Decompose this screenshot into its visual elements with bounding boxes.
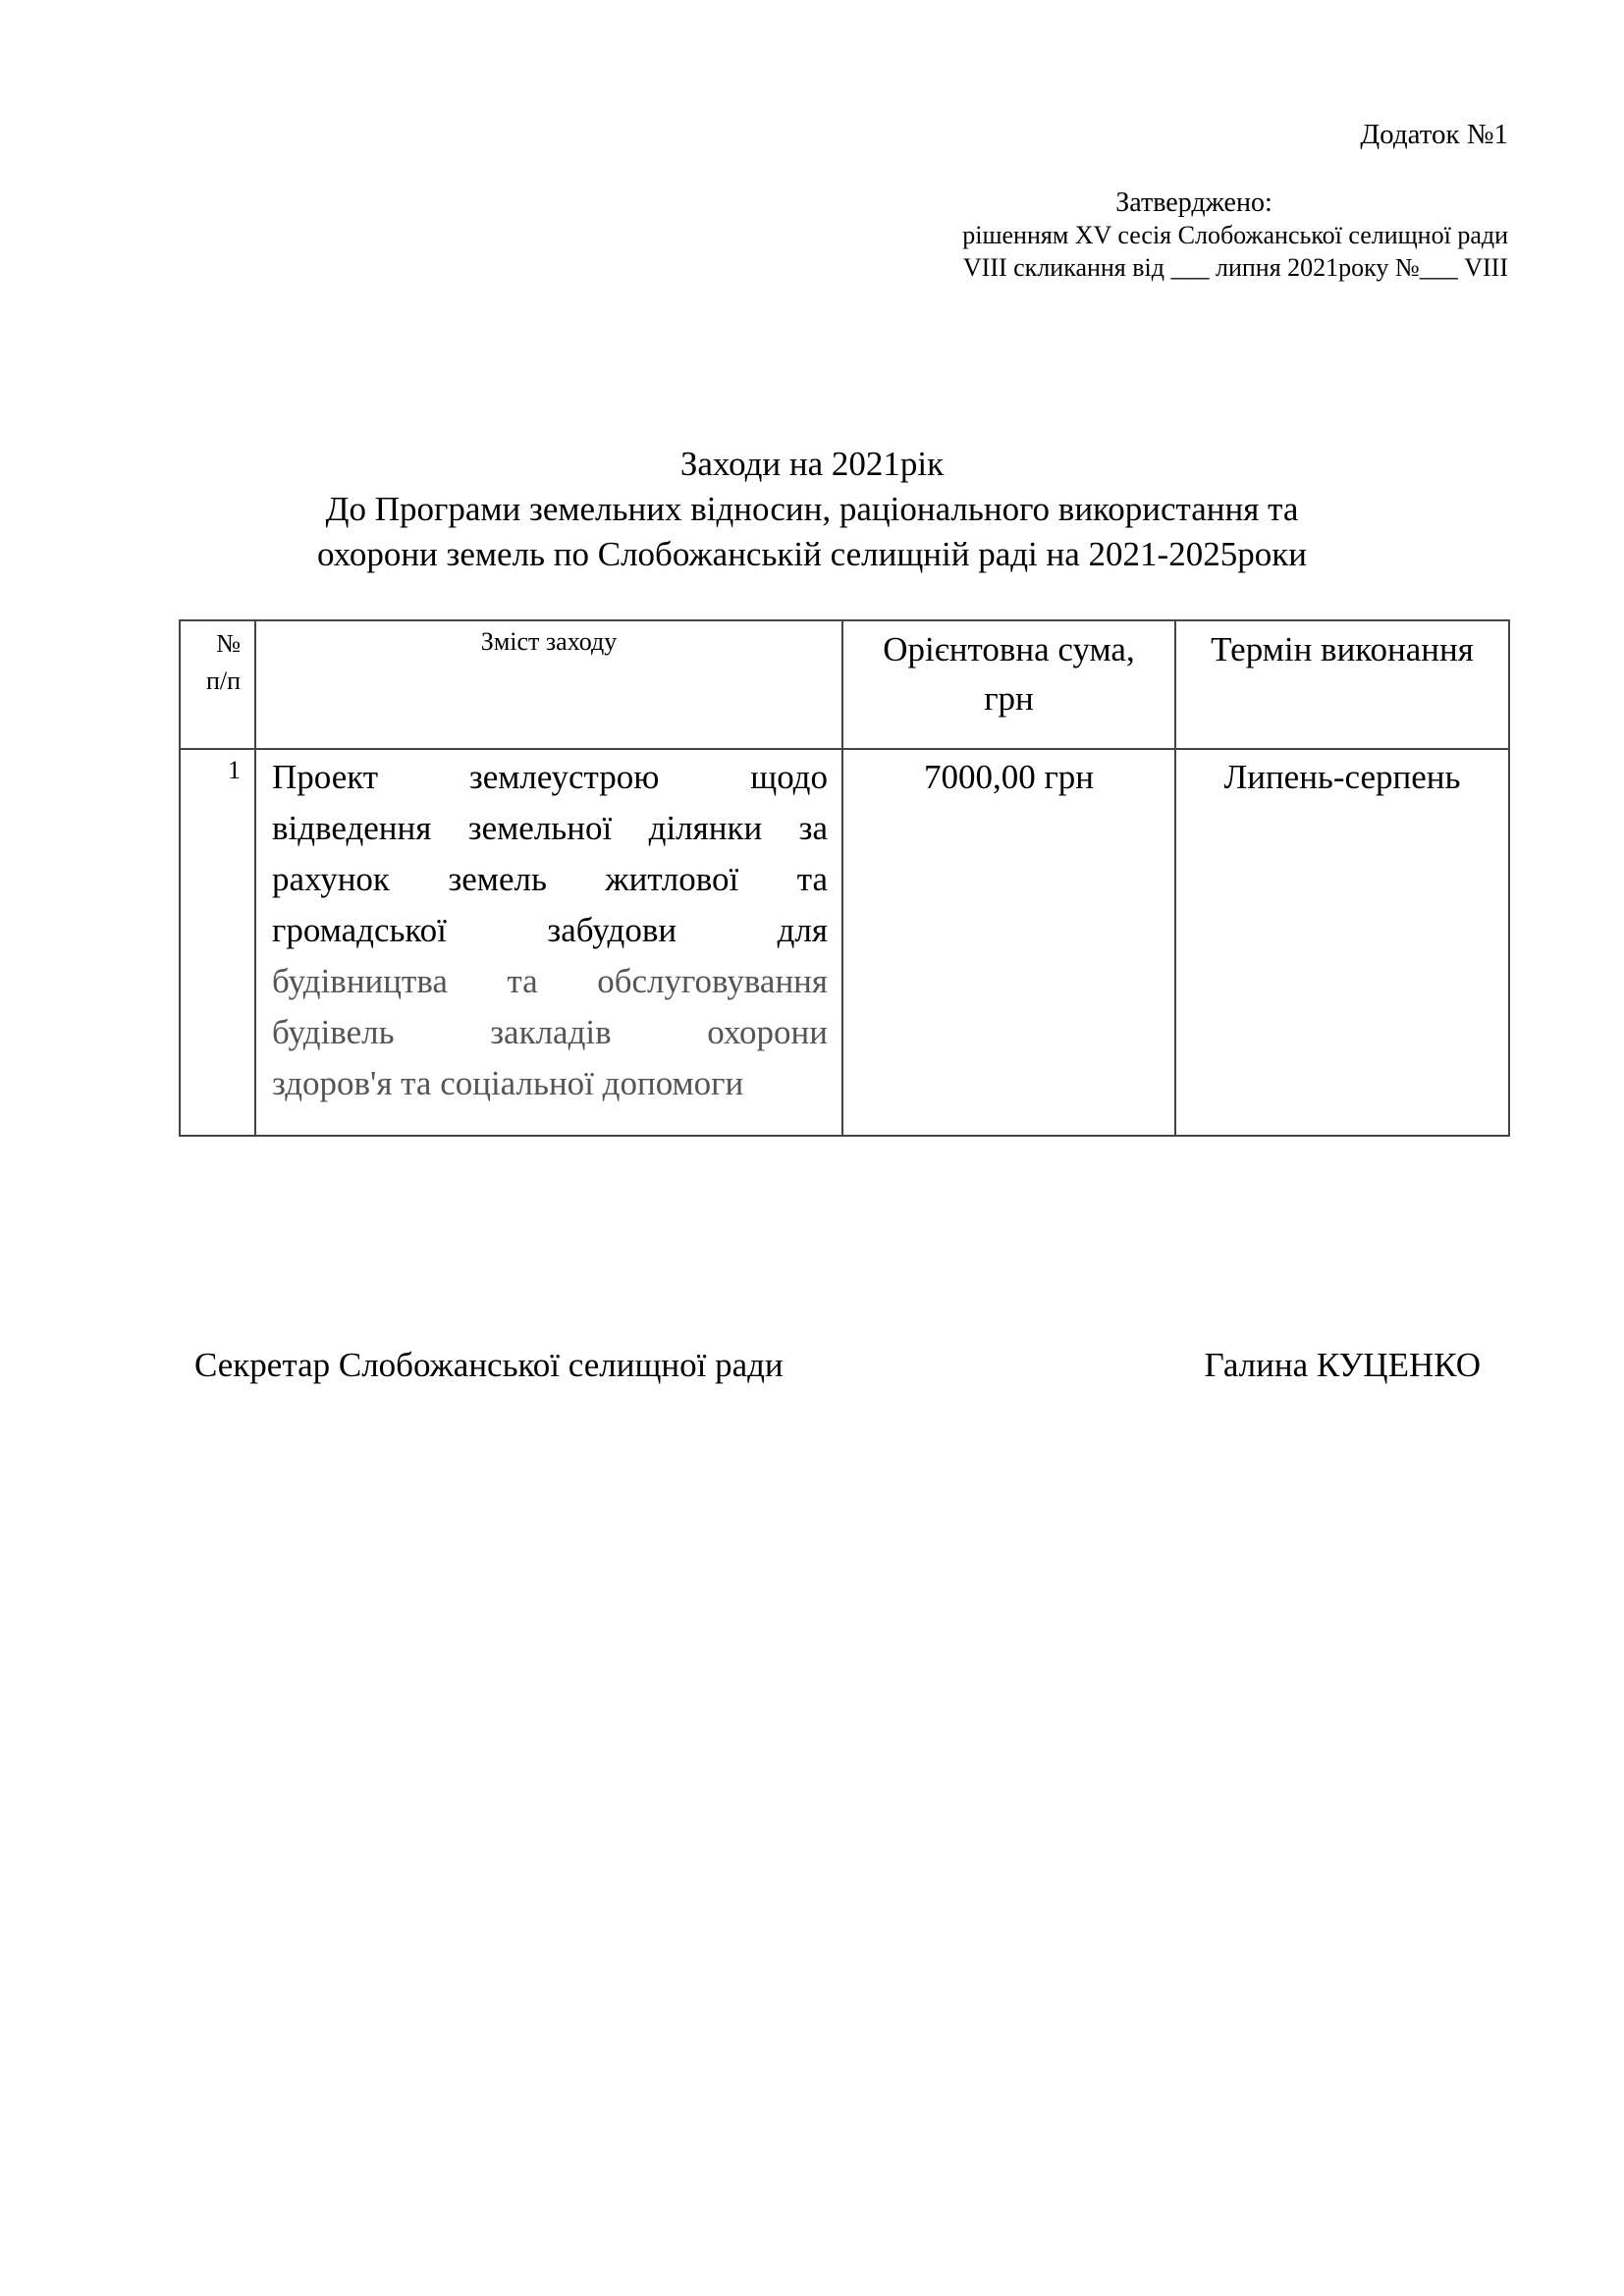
row-number-cell: 1 bbox=[180, 749, 255, 1136]
signature-name: Галина КУЦЕНКО bbox=[1204, 1346, 1481, 1384]
content-line-4: громадської забудови для bbox=[272, 911, 828, 949]
header-sum-line-1: Орієнтовна сума, bbox=[883, 630, 1135, 668]
content-line-2: відведення земельної ділянки за bbox=[272, 809, 828, 847]
content-line-3: рахунок земель житлової та bbox=[272, 860, 828, 898]
header-cell-term: Термін виконання bbox=[1175, 620, 1509, 749]
approved-heading: Затверджено: bbox=[1115, 187, 1272, 218]
decision-line-2: VIII скликання від ___ липня 2021року №___ VIII bbox=[962, 253, 1508, 282]
table-header-row bbox=[180, 620, 1509, 749]
header-cell-content: Зміст заходу bbox=[255, 620, 842, 749]
appendix-label: Додаток №1 bbox=[1360, 119, 1508, 150]
decision-line-1: рішенням XV сесія Слобожанської селищної ради bbox=[962, 221, 1508, 249]
title-line-1: Заходи на 2021рік bbox=[679, 445, 945, 483]
header-number-symbol: № bbox=[216, 629, 241, 658]
approval-block bbox=[880, 187, 1508, 284]
document-title bbox=[0, 442, 1624, 577]
content-line-1: Проект землеустрою щодо bbox=[272, 758, 828, 796]
table-row bbox=[180, 749, 1509, 1136]
row-term-cell: Липень-серпень bbox=[1175, 749, 1509, 1136]
title-line-2: До Програми земельних відносин, раціонального використання та bbox=[325, 490, 1299, 528]
header-sum-line-2: грн bbox=[984, 679, 1034, 718]
content-line-5: будівництва та обслуговування bbox=[272, 962, 828, 1000]
header-number-abbr: п/п bbox=[205, 667, 241, 695]
measures-table bbox=[179, 619, 1510, 1137]
title-line-3: охорони земель по Слобожанській селищній раді на 2021-2025роки bbox=[317, 535, 1307, 573]
row-content-cell bbox=[255, 749, 842, 1136]
header-cell-number bbox=[180, 620, 255, 749]
content-line-7: здоров'я та соціальної допомоги bbox=[272, 1064, 744, 1102]
header-cell-sum bbox=[842, 620, 1175, 749]
signature-position: Секретар Слобожанської селищної ради bbox=[194, 1346, 784, 1384]
row-sum-cell: 7000,00 грн bbox=[842, 749, 1175, 1136]
content-line-6: будівель закладів охорони bbox=[272, 1013, 828, 1051]
